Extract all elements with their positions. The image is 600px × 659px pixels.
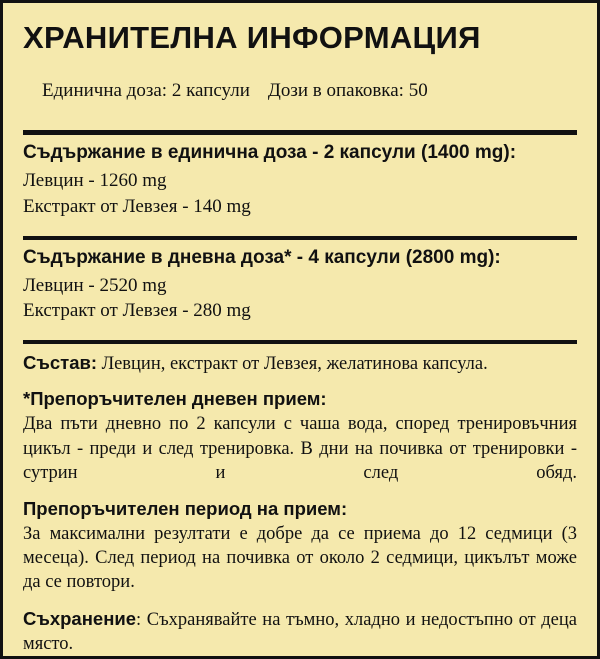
per-daily-dose-nutrient-leuzea: Екстракт от Левзея - 280 mg xyxy=(23,300,251,322)
per-daily-dose-nutrient-leucine: Левцин - 2520 mg xyxy=(23,274,167,296)
per-serving-block xyxy=(23,142,577,219)
storage-row xyxy=(23,607,577,657)
per-daily-dose-block xyxy=(23,247,577,324)
ingredients-label: Състав: xyxy=(23,352,98,374)
per-serving-nutrient-leuzea: Екстракт от Левзея - 140 mg xyxy=(23,196,251,218)
serving-info-row xyxy=(23,58,577,124)
per-daily-dose-heading: Съдържание в дневна доза* - 4 капсули (2800 mg): xyxy=(23,246,501,268)
per-serving-heading: Съдържание в единична доза - 2 капсули (1400 mg): xyxy=(23,142,517,164)
divider-top xyxy=(23,130,577,135)
storage-text: : Съхранявайте на тъмно, хладно и недостъпно от деца място. xyxy=(23,609,577,655)
recommended-daily-intake-text: Два пъти дневно по 2 капсули с чаша вода, според тренировъчния цикъл - преди и след тренировка. В дни на почивка от тренировки - сутрин и след обяд. xyxy=(23,414,577,484)
spacer-after-per-serving xyxy=(23,220,577,230)
recommended-period-text: За максимални резултати е добре да се приема до 12 седмици (3 месеца). След период на почивка от около 2 седмици, цикълът може да се повтори. xyxy=(23,523,577,593)
storage-label: Съхранение xyxy=(23,607,137,629)
recommended-daily-intake-block xyxy=(23,388,577,485)
recommended-daily-intake-heading: *Препоръчителен дневен прием: xyxy=(23,388,327,410)
divider-middle xyxy=(23,236,577,240)
serving-size-label: Единична доза: 2 капсули xyxy=(42,80,250,102)
per-serving-nutrient-leucine: Левцин - 1260 mg xyxy=(23,170,167,192)
recommended-period-block xyxy=(23,498,577,595)
ingredients-text: Левцин, екстракт от Левзея, желатинова капсула. xyxy=(97,354,488,375)
servings-per-container-label: Дози в опаковка: 50 xyxy=(267,80,428,102)
divider-bottom xyxy=(23,340,577,344)
page-title: ХРАНИТЕЛНА ИНФОРМАЦИЯ xyxy=(23,20,481,55)
spacer-after-daily-dose xyxy=(23,324,577,334)
recommended-period-heading: Препоръчителен период на прием: xyxy=(23,497,348,519)
ingredients-row xyxy=(23,351,577,376)
